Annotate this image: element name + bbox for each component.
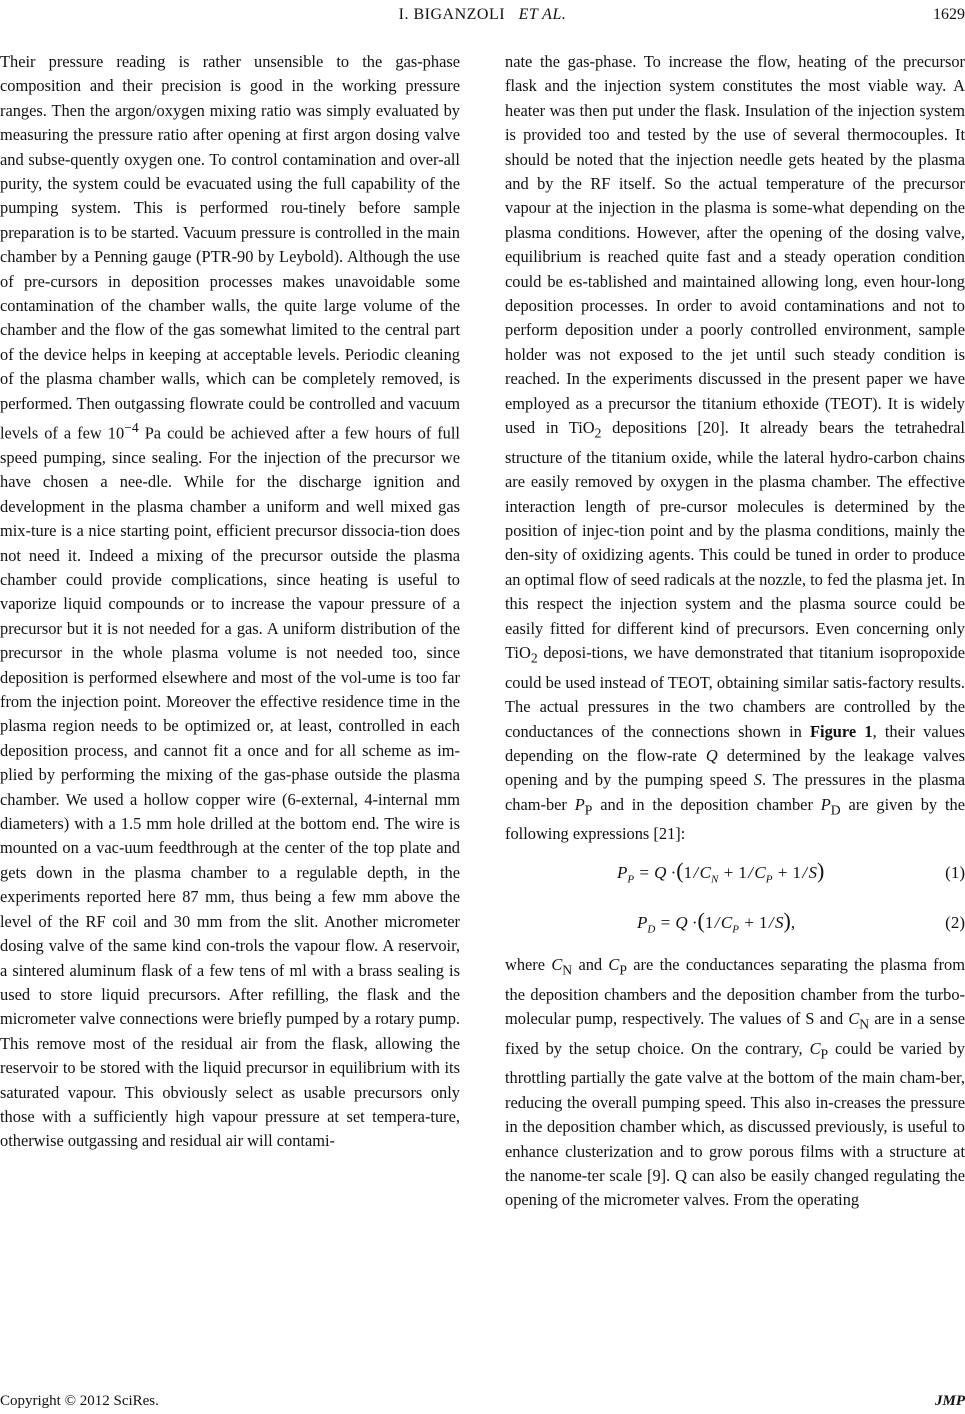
page-header (0, 0, 965, 40)
journal-name: JMP (935, 1393, 965, 1409)
equation-2-number: (2) (945, 912, 965, 932)
text-run: deposi-tions, we have demonstrated that titanium isopropoxide could be used instead of TEOT, obtaining similar satis-factory results. The actual pressures in the two chambers are controlled by the conductances of the connections shown in (505, 643, 965, 741)
paragraph (505, 50, 965, 847)
subscript: N (859, 1016, 870, 1032)
equation-1-formula: $P_P = Q \cdot(1$ / $C_N + 1$ / $C_P + 1$ / S) (617, 857, 825, 886)
text-run: where (505, 954, 552, 974)
subscript: N (562, 962, 573, 978)
text-run: could be varied by throttling partially the gate valve at the bottom of the main cham-ber, reducing the overall pumping speed. This also in-creases the pressure in the deposition chamber which, as discussed previously, is useful to enhance clusterization and to grow porous films with a structure at the nanome-ter scale [9]. Q can also be easily changed regulating the opening of the micrometer valves. From the operating (505, 1038, 965, 1210)
text-run: are in a sense fixed by the setup choice. On the contrary, (505, 1008, 965, 1058)
text-run: Their pressure reading is rather unsensible to the gas-phase composition and their precision is good in the working pressure ranges. Then the argon/oxygen mixing ratio was simply evaluated by measuring the pressure ratio after opening at first argon dosing valve and subse-quently oxygen one. To control contamination and over-all purity, the system could be evacuated using the full capability of the pumping system. This is performed rou-tinely before sample preparation is to be started. Vacuum pressure is controlled in the main chamber by a Penning gauge (PTR-90 by Leybold). Although the use of pre-cursors in deposition processes makes unavoidable some contamination of the chamber walls, the quite large volume of the chamber and the flow of the gas somewhat limited to the central part of the device helps in keeping at acceptable levels. Periodic cleaning of the plasma chamber walls, which can be completely removed, is performed. Then outgassing flowrate could be controlled and vacuum levels of a few 10 (0, 52, 460, 443)
et-al: ET AL. (518, 6, 567, 23)
text-run: and (572, 954, 609, 974)
symbol-p: P (574, 794, 585, 814)
symbol-c: C (848, 1008, 860, 1028)
symbol-c: C (809, 1038, 821, 1058)
subscript: P (820, 1045, 829, 1061)
subscript: 2 (530, 650, 538, 666)
symbol-q: Q (705, 745, 718, 765)
paragraph (0, 50, 460, 1154)
superscript: −4 (124, 420, 139, 436)
text-run: depositions [20]. It already bears the tetrahedral structure of the titanium oxide, while the lateral hydro-carbon chains are easily removed by oxygen in the plasma chamber. The effective interaction length of pre-cursor molecules is determined by the position of injec-tion point and by the plasma conditions, mainly the den-sity of oxidizing agents. This could be tuned in order to produce an optimal flow of seed radicals at the nozzle, to fed the plasma jet. In this respect the injection system and the plasma source could be easily fitted for different kind of precursors. Even concerning only TiO (505, 418, 965, 663)
text-run: nate the gas-phase. To increase the flow, heating of the precursor flask and the injection system constitutes the most viable way. A heater was then put under the flask. Insulation of the injection system is provided too and tested by the use of several thermocouples. It should be noted that the injection needle gets heated by the plasma and by the RF itself. So the actual temperature of the precursor vapour at the injection in the plasma is some-what depending on the plasma conditions. However, after the opening of the dosing valve, equilibrium is reached quite fast and a steady operation condition could be es-tablished and maintained allowing long, even hour-long deposition processes. In order to avoid contaminations and not to perform deposition under a poorly controlled environment, sample holder was not exposed to the jet until such steady condition is reached. In the experiments discussed in the present paper we have employed as a precursor the titanium ethoxide (TEOT). It is widely used in TiO (505, 52, 965, 438)
running-head (0, 6, 965, 24)
text-run: and in the deposition chamber (592, 794, 821, 814)
equation-1 (505, 853, 965, 897)
right-column (505, 50, 965, 1213)
copyright-notice: Copyright © 2012 SciRes. (0, 1393, 159, 1409)
text-run: . The pressures in the plasma cham-ber (505, 770, 965, 814)
equation-1-number: (1) (945, 862, 965, 882)
subscript: P (584, 802, 593, 818)
text-run: are given by the following expressions [21]: (505, 794, 965, 844)
text-run: determined by the leakage valves opening and by the pumping speed (505, 745, 965, 790)
page-number: 1629 (933, 6, 965, 23)
symbol-s: S (753, 770, 762, 790)
text-run: , their values depending on the flow-rate (505, 721, 965, 765)
text-run: are the conductances separating the plasma from the deposition chambers and the deposition chamber from the turbo-molecular pump, respectively. The values of S and (505, 954, 965, 1028)
text-run: Pa could be achieved after a few hours of full speed pumping, since sealing. For the injection of the precursor we have chosen a nee-dle. While for the discharge ignition and development in the plasma chamber a uniform and well mixed gas mix-ture is a nice starting point, efficient precursor dissocia-tion does not need it. Indeed a mixing of the precursor outside the plasma chamber could provide complications, since heating is useful to vaporize liquid compounds or to increase the vapour pressure of a precursor but it is not needed for a gas. A uniform distribution of the precursor in the whole plasma volume is not needed too, since deposition is performed elsewhere and most of the vol-ume is too far from the injection point. Moreover the effective residence time in the plasma region needs to be optimized or, at least, controlled in each deposition process, and cannot fit a once and for all scheme as im-plied by performing the mixing of the gas-phase outside the plasma chamber. We used a hollow copper wire (6-external, 4-internal mm diameters) with a 1.5 mm hole drilled at the bottom end. The wire is mounted on a vac-uum feedthrough at the center of the top plate and gets down in the plasma chamber to a regulable depth, in the experiments reported here 87 mm, thus being a few mm above the level of the RF coil and 30 mm from the slit. Another micrometer dosing valve of the same kind con-trols the vapour flow. A reservoir, a sintered aluminum flask of a few tens of ml with a brass sealing is used to store liquid precursors. After refilling, the flask and the micrometer valve connections were briefly pumped by a rotary pump. This remove most of the residual air from the flask, allowing the reservoir to be stored with the liquid precursor in equilibrium with its saturated vapour. This obviously select as usable precursors only those with a sufficiently high vapour pressure at set tempera-ture, otherwise outgassing and residual air will contami- (0, 423, 460, 1151)
symbol-p: P (820, 794, 831, 814)
equation-2 (505, 903, 965, 947)
symbol-c: C (608, 954, 620, 974)
left-column (0, 50, 460, 1154)
subscript: 2 (594, 425, 602, 441)
paragraph (505, 953, 965, 1213)
author-name: I. BIGANZOLI (398, 6, 506, 23)
figure-reference: Figure 1 (810, 721, 873, 741)
subscript: D (830, 802, 841, 818)
equation-2-formula: $P_D = Q \cdot(1$ / $C_P + 1$ / S), (637, 907, 796, 936)
subscript: P (619, 962, 627, 978)
symbol-c: C (551, 954, 563, 974)
